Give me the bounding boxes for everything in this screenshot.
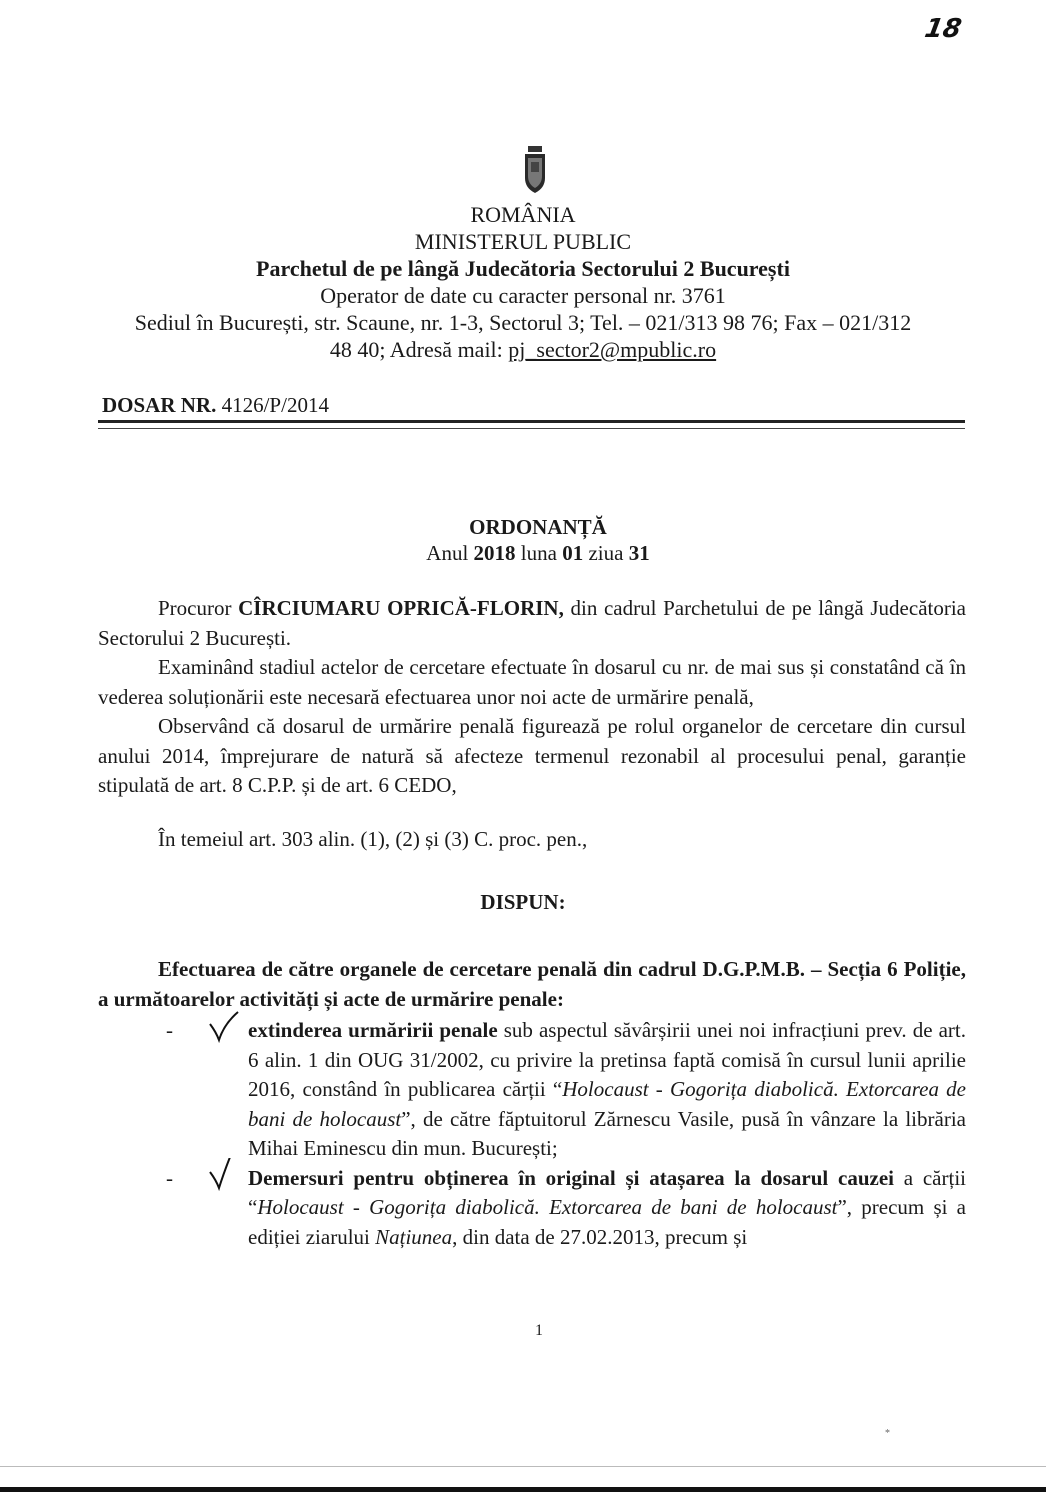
list-dash: - — [166, 1018, 173, 1042]
header-divider-thin — [98, 428, 965, 429]
month-value: 01 — [562, 541, 584, 565]
handwritten-check-icon — [208, 1158, 244, 1194]
item-text: , din data de 27.02.2013, precum și — [452, 1224, 748, 1249]
country-name: ROMÂNIA — [470, 202, 576, 227]
list-item — [98, 1164, 966, 1253]
prosecutor-paragraph — [98, 594, 966, 653]
examining-paragraph: Examinând stadiul actelor de cercetare efectuate în dosarul cu nr. de mai sus și constatând că în vederea soluționării este necesară efectuarea unor noi acte de urmărire penală, — [98, 655, 966, 709]
item-text: a cărții “ — [248, 1165, 966, 1219]
day-label: ziua — [588, 541, 624, 565]
page-number: 1 — [535, 1322, 543, 1339]
directive-paragraph: Efectuarea de către organele de cercetare penală din cadrul D.G.P.M.B. – Secția 6 Poliție, a următoarelor activități și acte de urmărire penale: — [98, 957, 966, 1011]
handwritten-check-icon — [208, 1010, 244, 1046]
fax-mail-prefix: 48 40; Adresă mail: — [329, 337, 509, 362]
year-value: 2018 — [473, 541, 516, 565]
case-number-value: 4126/P/2014 — [221, 393, 329, 417]
institution-name: MINISTERUL PUBLIC — [414, 229, 632, 254]
email-link[interactable]: pj_sector2@mpublic.ro — [508, 337, 717, 362]
list-dash: - — [166, 1165, 173, 1190]
book-title: Holocaust - Gogorița diabolică. Extorcarea de bani de holocaust — [257, 1195, 838, 1219]
item-bold-text: Demersuri pentru obținerea în original și atașarea la dosarul cauzei — [248, 1165, 894, 1190]
legal-basis-paragraph: În temeiul art. 303 alin. (1), (2) și (3) C. proc. pen., — [158, 827, 588, 851]
data-operator-line: Operator de date cu caracter personal nr. 3761 — [320, 283, 726, 308]
coat-of-arms-icon — [524, 146, 546, 194]
day-value: 31 — [628, 541, 650, 565]
handwritten-page-mark: 18 — [922, 14, 964, 44]
year-label: Anul — [426, 541, 469, 565]
item-bold-text: extinderea urmăririi penale — [248, 1018, 498, 1042]
legal-basis — [98, 825, 966, 855]
item-text: ”, de către făptuitorul Zărnescu Vasile, pusă în vânzare la librăria Mihai Eminescu din mun. București; — [248, 1106, 966, 1160]
document-title: ORDONANȚĂ — [469, 515, 607, 539]
list-item — [98, 1016, 966, 1164]
newspaper-title: Națiunea — [375, 1224, 453, 1249]
prosecutor-prefix: Procuror — [158, 596, 239, 620]
prosecutor-name: CÎRCIUMARU OPRICĂ-FLORIN, — [238, 596, 564, 620]
contact-line — [0, 336, 1046, 363]
office-name: Parchetul de pe lângă Judecătoria Sectorului 2 București — [256, 256, 790, 281]
item-text: ”, precum și a ediției ziarului — [248, 1195, 966, 1249]
header-divider-thick — [98, 420, 965, 423]
address-line: Sediul în București, str. Scaune, nr. 1-3, Sectorul 3; Tel. – 021/313 98 76; Fax – 021/312 — [134, 310, 912, 335]
document-title-block — [0, 514, 1046, 566]
scan-bottom-edge — [0, 1487, 1046, 1492]
ruling-heading: DISPUN: — [480, 890, 566, 914]
item-text: sub aspectul săvârșirii unei noi infracțiuni prev. de art. 6 alin. 1 din OUG 31/2002, cu privire la pretinsa faptă comisă în cursul lunii aprilie 2016, constând în publicarea cărții “ — [248, 1018, 967, 1101]
case-number-label: DOSAR NR. — [102, 393, 217, 417]
observing-paragraph: Observând că dosarul de urmărire penală figurează pe rolul organelor de cercetare din cursul anului 2014, împrejurare de natură să afecteze termenul rezonabil al procesului penal, garanție stipulată de art. 8 C.P.P. și de art. 6 CEDO, — [98, 714, 966, 797]
case-number — [102, 393, 329, 418]
document-date — [0, 540, 1046, 566]
preamble — [98, 594, 966, 801]
prosecutor-suffix: din cadrul Parchetului de pe lângă Judecătoria Sectorului 2 București. — [98, 596, 966, 650]
scan-speck: * — [885, 1428, 890, 1439]
directive — [98, 955, 966, 1014]
activities-list — [98, 1016, 966, 1252]
book-title: Holocaust - Gogorița diabolică. Extorcarea de bani de holocaust — [248, 1077, 966, 1131]
month-label: luna — [520, 541, 557, 565]
letterhead — [0, 201, 1046, 363]
scan-edge-line — [0, 1466, 1046, 1467]
